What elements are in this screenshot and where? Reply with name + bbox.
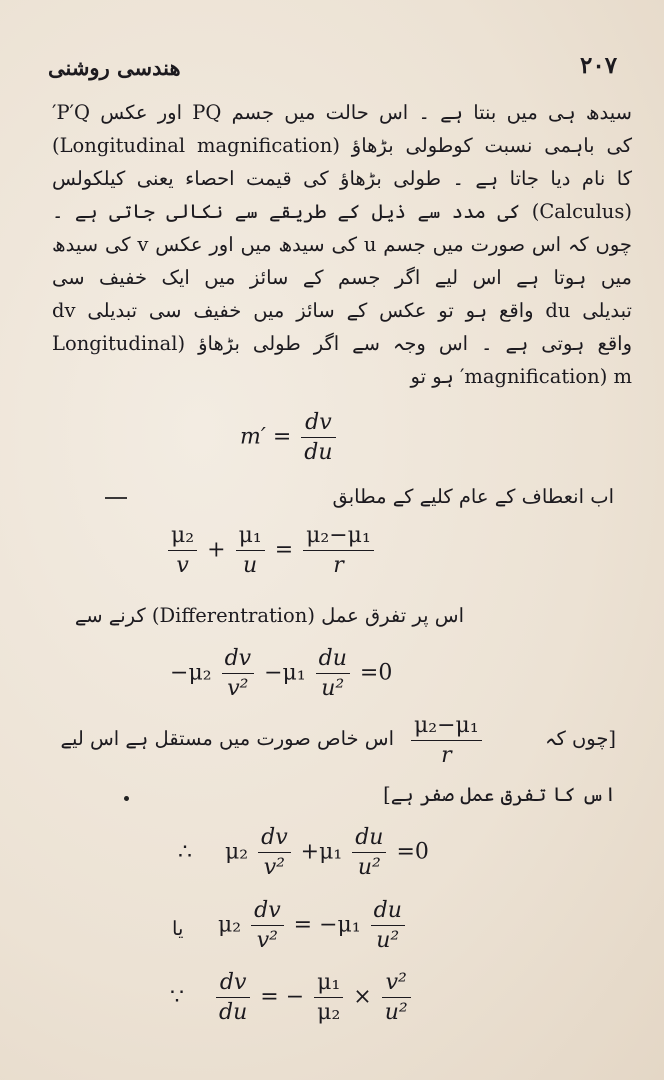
paragraph-line-5: چوں کہ اس صورت میں جسم u کی سیدھ میں اور عکس v کی سیدھ — [52, 233, 632, 256]
numerator: μ₂−μ₁ — [411, 713, 482, 741]
decorative-dash — [105, 497, 127, 499]
zero: 0 — [378, 660, 393, 686]
paragraph-line-4: (Calculus) کی مدد سے ذیل کے طریقے سے نکالی جاتی ہے ۔ — [52, 200, 632, 223]
page-number: ۲۰۷ — [580, 52, 618, 79]
denominator: u² — [384, 1000, 408, 1025]
numerator: dv — [301, 410, 335, 438]
mu1-symbol: μ₁ — [319, 839, 343, 865]
m-prime-symbol: m′ — [240, 424, 266, 450]
equation-m-prime: m′ = $\frac{dv}{du}$ — [240, 410, 339, 465]
numerator: du — [371, 898, 405, 926]
denominator: u² — [376, 928, 400, 953]
numerator: dv — [258, 825, 291, 853]
numerator: μ₁ — [314, 970, 343, 998]
equation-or: μ₂ $\frac{dv}{\text{v²}}$ = −μ₁ $\frac{du}{\text{u²}}$ — [218, 898, 408, 953]
numerator: v² — [382, 970, 411, 998]
paragraph-line-6: میں ہوتا ہے اس لیے اگر جسم کے سائز میں ایک خفیف سی — [52, 266, 632, 289]
mu1-symbol: μ₁ — [282, 660, 306, 686]
ya-word: یا — [172, 917, 184, 940]
denominator: r — [441, 743, 452, 768]
equation-differentiated: −μ₂ $\frac{dv}{\text{v²}}$ −μ₁ $\frac{du}{\text{u²}}$ =0 — [170, 646, 393, 701]
refraction-intro-text: اب انعطاف کے عام کلیے کے مطابق — [332, 485, 614, 508]
zero: 0 — [414, 839, 429, 865]
equation-refraction-formula: $\frac{\text{μ₂}}{v}$ + $\frac{\text{μ₁}}{u}$ = $\frac{\text{μ₂−μ₁}}{r}$ — [165, 523, 377, 578]
numerator: du — [352, 825, 386, 853]
denominator: v — [176, 553, 189, 578]
equation-result: ∵ $\frac{dv}{du}$ = − $\frac{\text{μ₁}}{\text{μ₂}}$ × $\frac{\text{v²}}{\text{u²}}$ — [170, 970, 414, 1025]
equation-therefore: ∴ μ₂ $\frac{dv}{\text{v²}}$ +μ₁ $\frac{du}{\text{u²}}$ =0 — [178, 825, 429, 880]
denominator: u² — [321, 676, 345, 701]
numerator: du — [316, 646, 350, 674]
paragraph-line-9: magnification) m′ ہو تو — [410, 365, 632, 388]
numerator: μ₂ — [168, 523, 197, 551]
paragraph-line-3: کا نام دیا جاتا ہے ۔ طولی بڑھاؤ کی قیمت احصاء یعنی کیلکولس — [52, 167, 632, 190]
numerator: dv — [216, 970, 250, 998]
fraction-dv-du — [301, 410, 335, 465]
paragraph-line-1: سیدھ ہی میں بنتا ہے ۔ اس حالت میں جسم PQ اور عکس P′Q′ — [52, 101, 632, 124]
denominator: du — [219, 1000, 248, 1025]
denominator: v² — [256, 928, 278, 953]
paragraph-line-2: کی باہمی نسبت کوطولی بڑھاؤ (Longitudinal magnification) — [52, 134, 632, 157]
constant-note-text: اس خاص صورت میں مستقل ہے اس لیے — [60, 727, 394, 750]
mu2-symbol: μ₂ — [218, 912, 242, 938]
denominator: u — [243, 553, 258, 578]
mu1-symbol: μ₁ — [337, 912, 361, 938]
denominator: v² — [227, 676, 249, 701]
constant-note-prefix: [چوں کہ — [545, 727, 616, 750]
paragraph-line-8: واقع ہوتی ہے ۔ اس وجہ سے اگر طولی بڑھاؤ (Longitudinal — [52, 332, 632, 355]
numerator: μ₁ — [236, 523, 265, 551]
denominator: v² — [263, 855, 285, 880]
therefore-symbol: ∴ — [178, 839, 192, 865]
numerator: dv — [222, 646, 255, 674]
paragraph-line-7: تبدیلی du واقع ہو تو عکس کے سائز میں خفیف سی تبدیلی dv — [52, 299, 632, 322]
denominator: μ₂ — [317, 1000, 341, 1025]
denominator: u² — [357, 855, 381, 880]
constant-note-text-2: اس کا تفرق عمل صفر ہے] — [383, 783, 616, 806]
denominator: r — [333, 553, 344, 578]
denominator: du — [304, 440, 333, 465]
running-header-title: هندسی روشنی — [48, 55, 181, 80]
mu2-symbol: μ₂ — [188, 660, 212, 686]
stray-dot — [124, 796, 129, 801]
because-symbol: ∵ — [170, 984, 184, 1010]
differentiation-text: اس پر تفرق عمل (Differentration) کرنے سے — [74, 604, 464, 627]
numerator: dv — [251, 898, 284, 926]
numerator: μ₂−μ₁ — [303, 523, 374, 551]
inline-fraction-constant — [408, 713, 485, 768]
mu2-symbol: μ₂ — [225, 839, 249, 865]
